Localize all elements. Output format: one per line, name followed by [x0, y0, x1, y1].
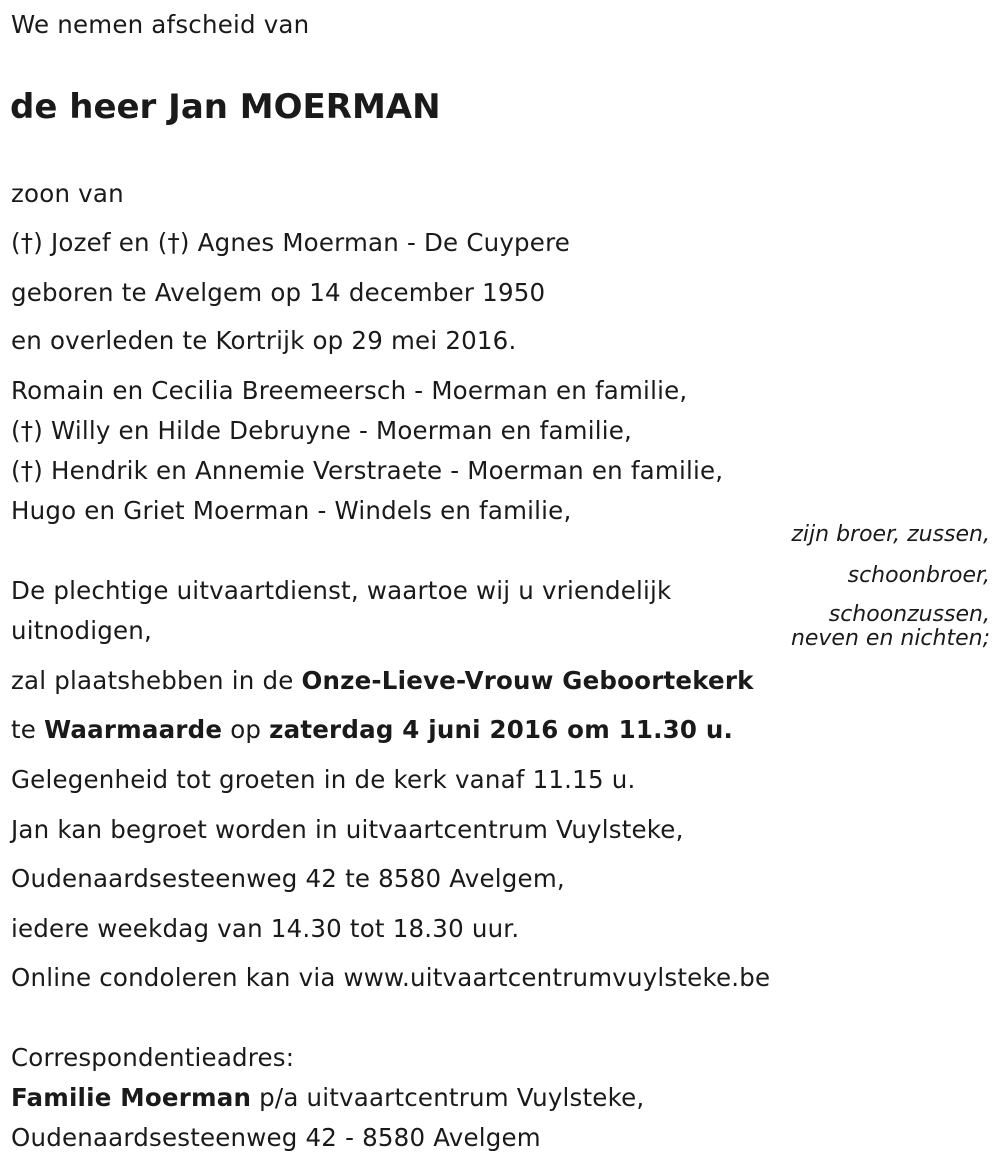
correspondence-line: [11, 1083, 644, 1113]
viewing-line: Oudenaardsesteenweg 42 te 8580 Avelgem,: [11, 864, 565, 893]
viewing-line: iedere weekdag van 14.30 tot 18.30 uur.: [11, 914, 520, 943]
invitation-line: De plechtige uitvaartdienst, waartoe wij u vriendelijk: [11, 576, 672, 605]
family-line: Romain en Cecilia Breemeersch - Moerman en familie,: [11, 376, 688, 405]
ceremony-date: zaterdag 4 juni 2016 om 11.30 u.: [269, 715, 734, 744]
family-line: (†) Hendrik en Annemie Verstraete - Moerman en familie,: [11, 456, 724, 485]
family-line: Hugo en Griet Moerman - Windels en familie,: [11, 496, 572, 525]
ceremony-datetime: [11, 715, 733, 745]
viewing-line: Jan kan begroet worden in uitvaartcentrum Vuylsteke,: [11, 815, 684, 844]
relation-line: schoonzussen,: [828, 602, 990, 627]
online-condolence: Online condoleren kan via www.uitvaartcentrumvuylsteke.be: [11, 963, 771, 992]
parents-text: (†) Jozef en (†) Agnes Moerman - De Cuypere: [11, 228, 571, 257]
relation-line: schoonbroer,: [847, 563, 990, 588]
death-text: en overleden te Kortrijk op 29 mei 2016.: [11, 326, 517, 355]
place-prefix: zal plaatshebben in de: [11, 666, 302, 695]
parents-intro: zoon van: [11, 179, 124, 208]
family-line: (†) Willy en Hilde Debruyne - Moerman en familie,: [11, 416, 633, 445]
correspondence-rest: p/a uitvaartcentrum Vuylsteke,: [251, 1083, 645, 1112]
op-word: op: [222, 715, 270, 744]
invitation-line: uitnodigen,: [11, 616, 152, 645]
greeting-text: Gelegenheid tot groeten in de kerk vanaf 11.15 u.: [11, 765, 636, 794]
deceased-name: de heer Jan MOERMAN: [10, 87, 441, 127]
church-name: Onze-Lieve-Vrouw Geboortekerk: [301, 666, 754, 695]
intro-text: We nemen afscheid van: [11, 10, 310, 39]
correspondence-address: Oudenaardsesteenweg 42 - 8580 Avelgem: [11, 1123, 541, 1152]
correspondence-name: Familie Moerman: [11, 1083, 252, 1112]
town-name: Waarmaarde: [44, 715, 223, 744]
relation-line: zijn broer, zussen,: [791, 522, 990, 547]
birth-text: geboren te Avelgem op 14 december 1950: [11, 278, 546, 307]
relation-line: neven en nichten;: [790, 626, 990, 651]
ceremony-place: [11, 666, 754, 696]
te-word: te: [11, 715, 45, 744]
correspondence-label: Correspondentieadres:: [11, 1043, 295, 1072]
